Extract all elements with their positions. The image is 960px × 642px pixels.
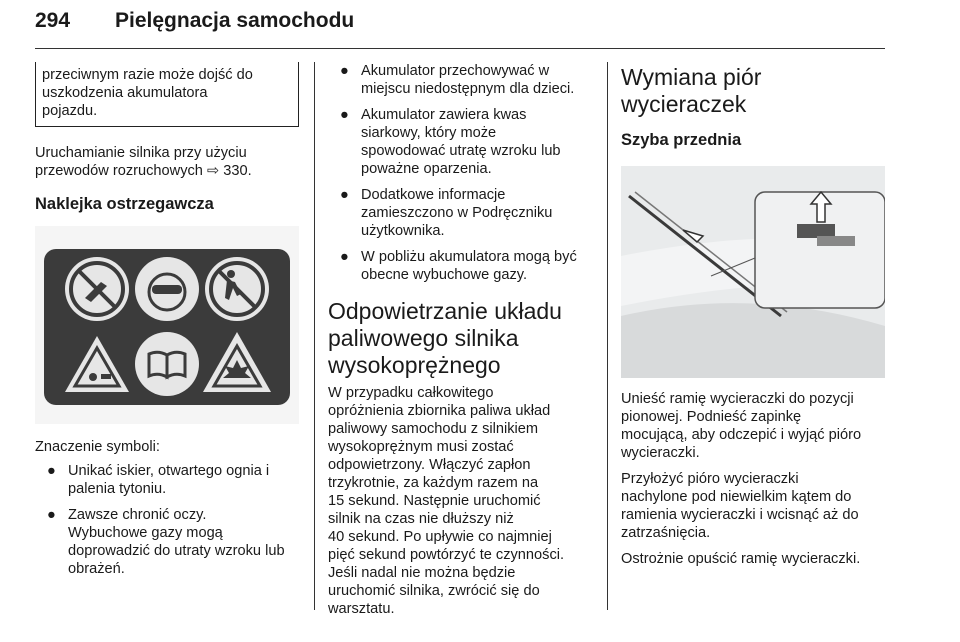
page-number: 294 [35,9,71,32]
wiper-step-1: Unieść ramię wycieraczki do pozycji pionowej. Podnieść zapinkę mocującą, aby odczepić i wyjąć pióro wycieraczki. [621,391,862,461]
column-middle [328,62,596,618]
battery-warnings-list [328,62,596,284]
bullet-icon: ● [47,463,56,479]
section-heading-wiper: Wymiana piór wycieraczek [621,64,762,117]
warning-label-image [35,226,299,424]
box-line: pojazdu. [42,103,98,119]
section-heading-fuel-bleeding: Odpowietrzanie układu paliwowego silnika wysokoprężnego [328,298,562,378]
warning-label-figure [35,226,299,424]
list-item: ● Akumulator przechowywać w miejscu niedostępnym dla dzieci. [340,63,575,97]
column-right [621,62,889,568]
fuel-bleeding-paragraph: W przypadku całkowitego opróżnienia zbiornika paliwa układ paliwowy samochodu z silnikiem wysokoprężnym musi zostać odpowietrzony. Włączyć zapłon trzykrotnie, za każdym razem na 15 sekund. Następnie uruchomić silnik na czas nie dłuższy niż 40 sekund. Po upływie co najmniej pięć sekund powtórzyć te czynności. Jeśli nadal nie można będzie uruchomić silnika, zwrócić się do warsztatu. [328,385,565,617]
list-item: ● Akumulator zawiera kwas siarkowy, który może spowodować utratę wzroku lub poważne oparzenia. [340,107,561,177]
wiper-figure [621,166,885,378]
column-left [35,62,299,586]
wiper-illustration [621,166,885,378]
bullet-icon: ● [47,507,56,523]
bullet-icon: ● [340,187,349,203]
symbols-list [35,462,299,578]
page-header [35,7,885,47]
box-line: przeciwnym razie może dojść do [42,67,253,83]
list-item: ● Dodatkowe informacje zamieszczono w Podręczniku użytkownika. [340,187,553,239]
column-divider-1 [314,62,315,610]
bullet-icon: ● [340,63,349,79]
wiper-step-2: Przyłożyć pióro wycieraczki nachylone pod niewielkim kątem do ramienia wycieraczki i wcisnąć aż do zatrzaśnięcia. [621,471,859,541]
subheading-windscreen: Szyba przednia [621,131,742,149]
bullet-icon: ● [340,107,349,123]
header-rule [35,48,885,49]
column-divider-2 [607,62,608,610]
list-item: ● W pobliżu akumulatora mogą być obecne wybuchowe gazy. [340,249,577,283]
section-heading-warning-label: Naklejka ostrzegawcza [35,195,214,213]
box-line: uszkodzenia akumulatora [42,85,208,101]
jump-start-paragraph: Uruchamianie silnika przy użyciu przewodów rozruchowych ⇨ 330. [35,145,252,179]
list-item: ● Zawsze chronić oczy. Wybuchowe gazy mogą doprowadzić do utraty wzroku lub obrażeń. [47,507,285,577]
bullet-icon: ● [340,249,349,265]
symbols-intro: Znaczenie symboli: [35,439,160,455]
page-title: Pielęgnacja samochodu [115,9,355,32]
warning-box-end [35,62,299,127]
list-item: ● Unikać iskier, otwartego ognia i palenia tytoniu. [47,463,270,497]
page-ref-icon: ⇨ [206,163,220,179]
wiper-step-3: Ostrożnie opuścić ramię wycieraczki. [621,551,861,567]
